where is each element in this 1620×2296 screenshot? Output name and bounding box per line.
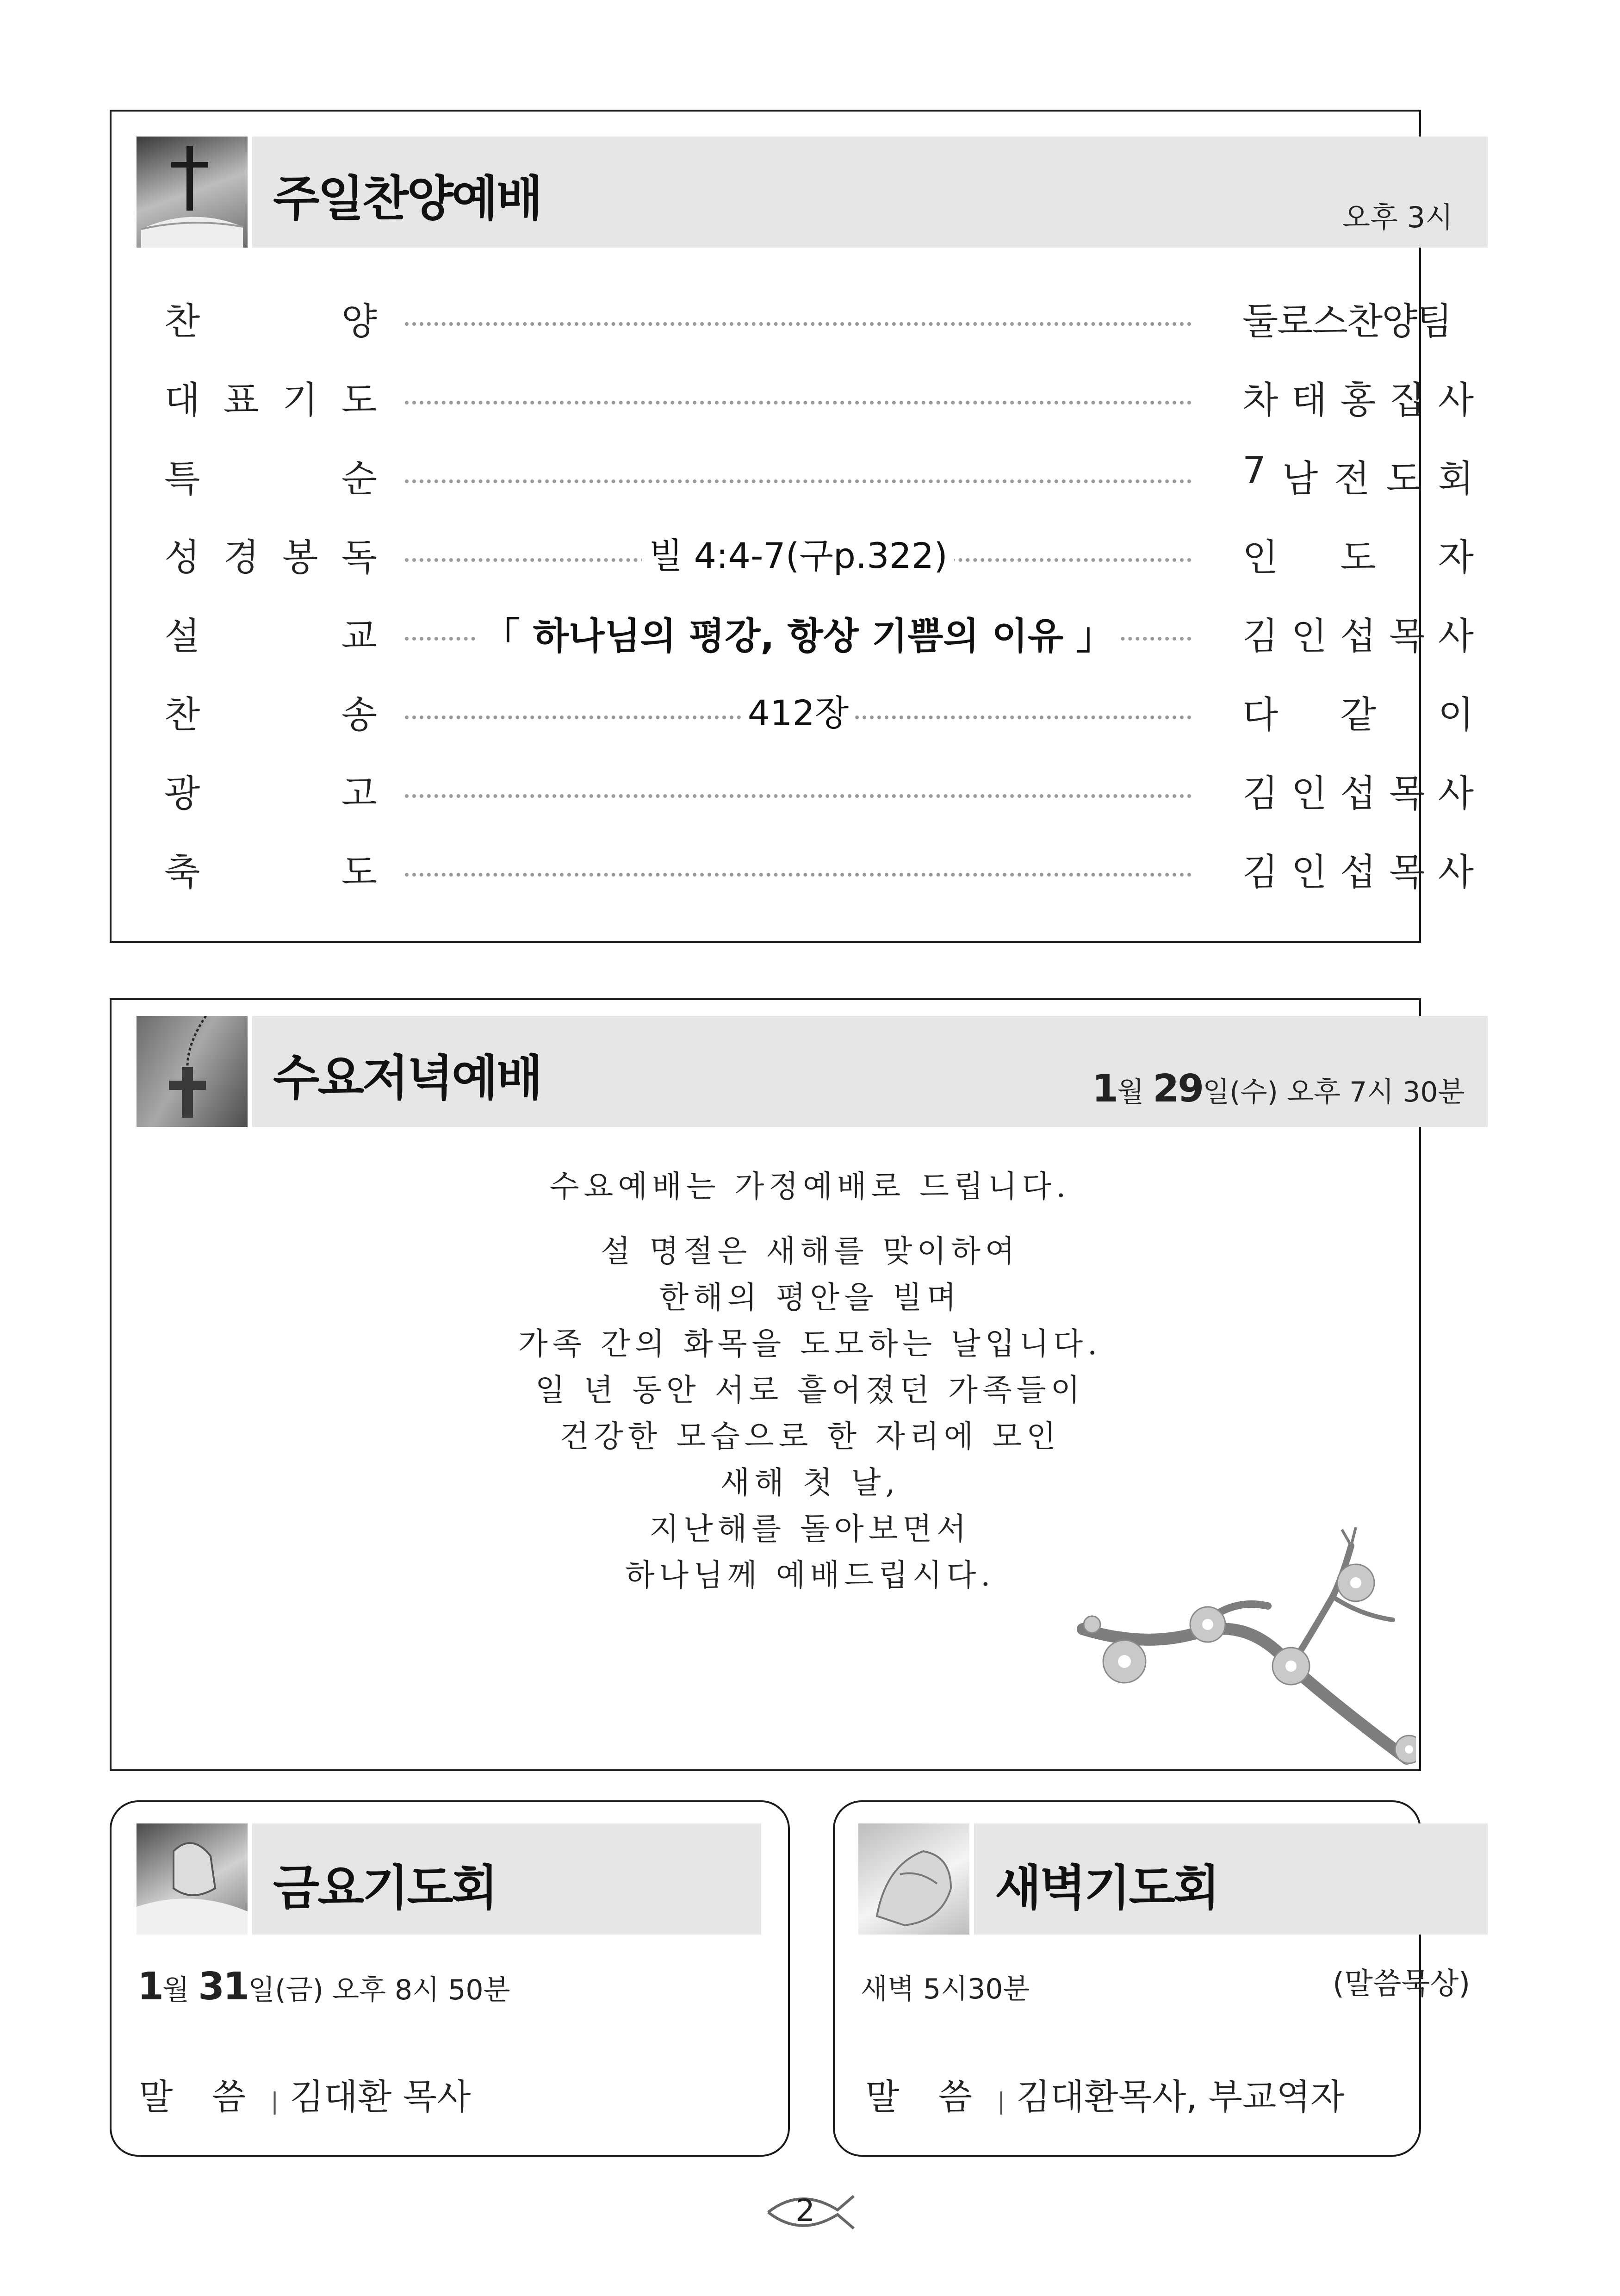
dawn-prayer-note: (말씀묵상) <box>1333 1967 1471 2001</box>
label-char: 사 <box>1438 772 1474 815</box>
label-char: 인 <box>1242 536 1279 579</box>
label-char: 양 <box>341 300 377 343</box>
label-char: 성 <box>164 536 200 579</box>
label-char: 인 <box>1291 851 1327 894</box>
order-detail <box>405 606 1192 660</box>
praying-hands-bible-photo <box>137 1823 248 1935</box>
label-char: 인 <box>1291 772 1327 815</box>
divider-bar: | <box>271 2088 279 2115</box>
label-char: 이 <box>1438 693 1474 736</box>
label-char: 차 <box>1242 379 1279 422</box>
dotted-leader <box>405 322 1192 326</box>
rosary-cross-icon <box>137 1016 248 1127</box>
page-number: 2 <box>795 2193 815 2228</box>
label-char: 도 <box>341 851 377 894</box>
label-char: 태 <box>1291 379 1327 422</box>
order-detail-text: 빌 4:4-7(구p.322) <box>642 535 954 576</box>
sunday-service-title: 주일찬양예배 <box>273 170 541 227</box>
rosary-photo <box>137 1016 248 1127</box>
label-char: 대 <box>164 379 200 422</box>
wednesday-service-date <box>1092 1067 1465 1111</box>
divider-bar: | <box>997 2088 1006 2115</box>
label-char: 김 <box>1242 772 1279 815</box>
label-char: 김 <box>1242 615 1279 658</box>
order-row <box>164 842 1474 902</box>
order-row <box>164 685 1474 745</box>
message-line: 새해 첫 날, <box>720 1465 900 1500</box>
friday-prayer-title: 금요기도회 <box>273 1860 497 1916</box>
praying-hands-icon <box>137 1823 248 1935</box>
order-label <box>164 292 377 345</box>
order-label <box>164 764 377 817</box>
order-label <box>164 528 377 581</box>
label-char: 전 <box>1334 457 1370 500</box>
dotted-leader <box>405 401 1192 404</box>
label-char: 사 <box>1438 379 1474 422</box>
wednesday-month-unit: 월 <box>1117 1076 1144 1108</box>
order-row <box>164 606 1474 666</box>
label-char: 경 <box>223 536 259 579</box>
dawn-speaker <box>865 2069 1344 2119</box>
order-person <box>1242 528 1474 581</box>
order-person <box>1242 764 1474 817</box>
message-line: 지난해를 돌아보면서 <box>649 1511 971 1547</box>
label-char: 사 <box>1438 615 1474 658</box>
label-char: 목 <box>1389 851 1425 894</box>
wednesday-month: 1 <box>1092 1067 1117 1111</box>
order-row <box>164 292 1474 352</box>
order-person: 둘로스찬양팀 <box>1242 300 1452 343</box>
label-char: 목 <box>1389 615 1425 658</box>
order-person <box>1242 370 1474 423</box>
message-line: 일 년 동안 서로 흩어졌던 가족들이 <box>535 1372 1085 1408</box>
label-char: 섭 <box>1340 851 1376 894</box>
friday-speaker-name: 김대환 목사 <box>290 2076 471 2117</box>
order-person <box>1242 842 1474 896</box>
order-row <box>164 449 1474 509</box>
friday-month-unit: 월 <box>162 1974 190 2006</box>
message-line: 가족 간의 화목을 도모하는 날입니다. <box>518 1326 1102 1362</box>
label-char: 다 <box>1242 693 1279 736</box>
order-row <box>164 764 1474 824</box>
label-char: 기 <box>282 379 318 422</box>
dotted-leader <box>405 873 1192 877</box>
wednesday-day: 29 <box>1153 1067 1203 1111</box>
friday-day-unit: 일(금) 오후 8시 50분 <box>248 1974 510 2006</box>
cross-icon <box>137 137 248 248</box>
label-char: 찬 <box>164 693 200 736</box>
order-row <box>164 370 1474 430</box>
order-person <box>1242 449 1474 502</box>
label-char: 설 <box>164 615 200 658</box>
label-char: 도 <box>341 379 377 422</box>
friday-day: 31 <box>198 1965 248 2009</box>
label-char: 사 <box>1438 851 1474 894</box>
label-char: 광 <box>164 772 200 815</box>
label-char: 홍 <box>1340 379 1376 422</box>
order-label <box>164 370 377 423</box>
label-char: 자 <box>1438 536 1474 579</box>
friday-month: 1 <box>137 1965 163 2009</box>
page-number-fish <box>763 2184 856 2240</box>
message-line: 건강한 모습으로 한 자리에 모인 <box>559 1419 1061 1454</box>
message-line: 설 명절은 새해를 맞이하여 <box>601 1233 1019 1269</box>
plum-blossom-illustration <box>1074 1527 1416 1768</box>
label-char: 김 <box>1242 851 1279 894</box>
friday-prayer-date <box>137 1965 510 2009</box>
order-label <box>164 842 377 896</box>
message-line: 하나님께 예배드립시다. <box>625 1557 995 1593</box>
message-line: 한해의 평안을 빌며 <box>659 1280 961 1315</box>
label-char: 섭 <box>1340 772 1376 815</box>
label-char: 7 <box>1242 449 1266 492</box>
label-char: 교 <box>341 615 377 658</box>
label-char: 표 <box>223 379 259 422</box>
dawn-speaker-label: 말 씀 <box>865 2076 986 2117</box>
label-char: 도 <box>1386 457 1422 500</box>
friday-speaker-label: 말 씀 <box>139 2076 260 2117</box>
label-char: 찬 <box>164 300 200 343</box>
label-char: 축 <box>164 851 200 894</box>
order-detail-text: 412장 <box>741 692 855 734</box>
label-char: 섭 <box>1340 615 1376 658</box>
label-char: 회 <box>1438 457 1474 500</box>
sunday-service-time: 오후 3시 <box>1342 200 1453 234</box>
order-person <box>1242 606 1474 660</box>
order-person <box>1242 685 1474 738</box>
order-label <box>164 449 377 502</box>
clasped-hands-photo <box>858 1823 969 1935</box>
order-detail <box>405 685 1192 735</box>
label-char: 특 <box>164 457 200 500</box>
dotted-leader <box>405 479 1192 483</box>
message-line: 수요예배는 가정예배로 드립니다. <box>549 1169 1071 1204</box>
label-char: 목 <box>1389 772 1425 815</box>
order-detail <box>405 528 1192 578</box>
dawn-speaker-name: 김대환목사, 부교역자 <box>1016 2076 1345 2117</box>
label-char: 같 <box>1340 693 1376 736</box>
cross-bible-photo <box>137 137 248 248</box>
wednesday-day-unit: 일(수) 오후 7시 30분 <box>1203 1076 1465 1108</box>
dawn-prayer-title: 새벽기도회 <box>995 1860 1218 1916</box>
label-char: 집 <box>1389 379 1425 422</box>
label-char: 송 <box>341 693 377 736</box>
label-char: 고 <box>341 772 377 815</box>
wednesday-service-title: 수요저녁예배 <box>273 1050 541 1106</box>
dawn-prayer-time: 새벽 5시30분 <box>861 1973 1030 2005</box>
label-char: 독 <box>341 536 377 579</box>
order-detail-text: 「 하나님의 평강, 항상 기쁨의 이유 」 <box>477 615 1120 658</box>
clasped-hands-icon <box>858 1823 969 1935</box>
label-char: 봉 <box>282 536 318 579</box>
label-char: 순 <box>341 457 377 500</box>
friday-speaker <box>139 2069 471 2119</box>
label-char: 남 <box>1282 457 1318 500</box>
dotted-leader <box>405 794 1192 798</box>
label-char: 인 <box>1291 615 1327 658</box>
order-row <box>164 528 1474 588</box>
order-label <box>164 606 377 660</box>
order-label <box>164 685 377 738</box>
label-char: 도 <box>1340 536 1376 579</box>
